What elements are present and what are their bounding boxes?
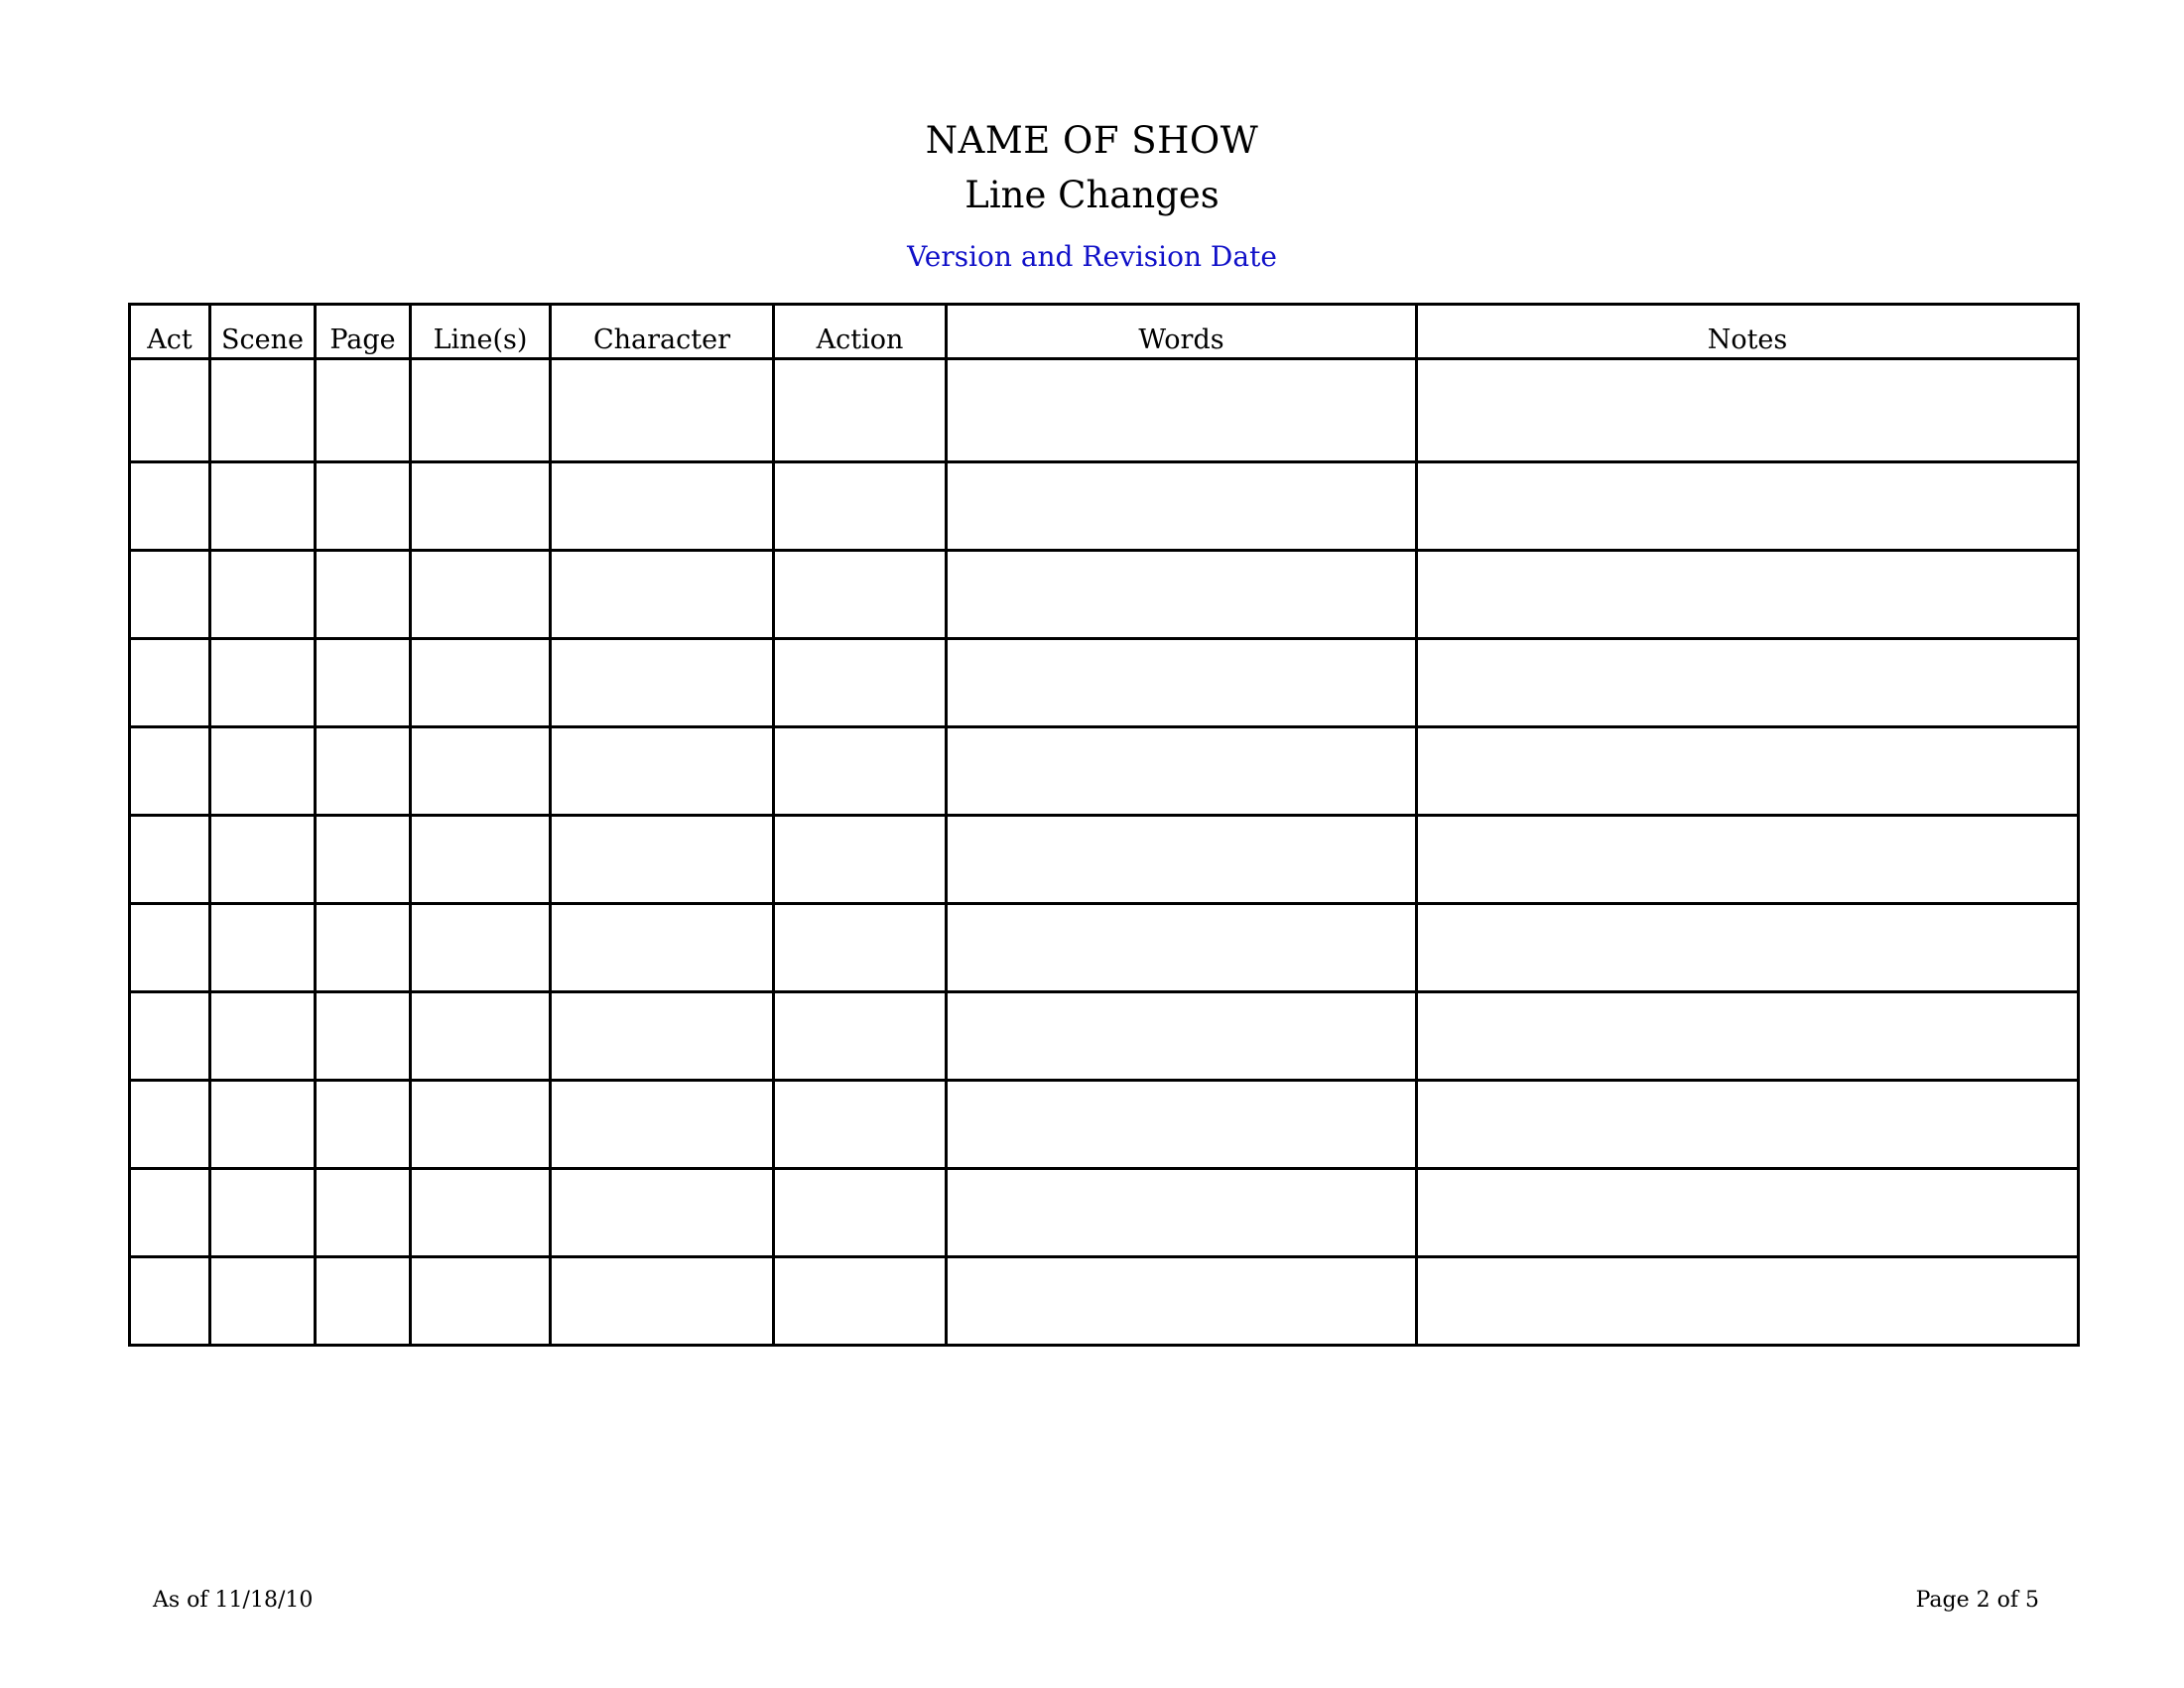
table-cell[interactable] bbox=[947, 462, 1417, 551]
table-cell[interactable] bbox=[411, 727, 551, 816]
table-cell[interactable] bbox=[551, 1081, 774, 1169]
table-cell[interactable] bbox=[130, 904, 210, 992]
table-cell[interactable] bbox=[1417, 992, 2079, 1081]
table-cell[interactable] bbox=[1417, 904, 2079, 992]
table-cell[interactable] bbox=[551, 904, 774, 992]
table-row bbox=[130, 992, 2079, 1081]
column-header-character: Character bbox=[551, 305, 774, 359]
table-cell[interactable] bbox=[210, 639, 316, 727]
revision-date: Version and Revision Date bbox=[907, 240, 1277, 273]
table-cell[interactable] bbox=[551, 816, 774, 904]
table-cell[interactable] bbox=[1417, 1081, 2079, 1169]
table-cell[interactable] bbox=[411, 1169, 551, 1257]
table-cell[interactable] bbox=[551, 551, 774, 639]
table-row bbox=[130, 551, 2079, 639]
table-cell[interactable] bbox=[210, 727, 316, 816]
table-cell[interactable] bbox=[551, 1169, 774, 1257]
table-cell[interactable] bbox=[947, 816, 1417, 904]
column-header-act: Act bbox=[130, 305, 210, 359]
column-header-page: Page bbox=[316, 305, 411, 359]
table-cell[interactable] bbox=[947, 992, 1417, 1081]
table-cell[interactable] bbox=[551, 359, 774, 462]
table-cell[interactable] bbox=[947, 904, 1417, 992]
table-cell[interactable] bbox=[316, 992, 411, 1081]
table-row bbox=[130, 462, 2079, 551]
column-header-lines: Line(s) bbox=[411, 305, 551, 359]
table-cell[interactable] bbox=[411, 992, 551, 1081]
table-cell[interactable] bbox=[551, 727, 774, 816]
table-header-row bbox=[130, 305, 2079, 359]
column-header-notes: Notes bbox=[1417, 305, 2079, 359]
table-cell[interactable] bbox=[1417, 727, 2079, 816]
table-cell[interactable] bbox=[210, 1169, 316, 1257]
table-cell[interactable] bbox=[411, 1257, 551, 1346]
table-cell[interactable] bbox=[947, 727, 1417, 816]
table-row bbox=[130, 359, 2079, 462]
table-cell[interactable] bbox=[1417, 359, 2079, 462]
table-cell[interactable] bbox=[210, 992, 316, 1081]
table-cell[interactable] bbox=[1417, 551, 2079, 639]
table-cell[interactable] bbox=[210, 359, 316, 462]
table-cell[interactable] bbox=[947, 639, 1417, 727]
table-cell[interactable] bbox=[947, 1257, 1417, 1346]
table-cell[interactable] bbox=[1417, 639, 2079, 727]
table-body bbox=[130, 359, 2079, 1346]
table-cell[interactable] bbox=[774, 816, 947, 904]
table-row bbox=[130, 727, 2079, 816]
table-cell[interactable] bbox=[316, 816, 411, 904]
table-cell[interactable] bbox=[947, 1169, 1417, 1257]
table-cell[interactable] bbox=[316, 904, 411, 992]
table-cell[interactable] bbox=[774, 1257, 947, 1346]
table-cell[interactable] bbox=[1417, 1169, 2079, 1257]
table-cell[interactable] bbox=[411, 359, 551, 462]
table-row bbox=[130, 639, 2079, 727]
table-cell[interactable] bbox=[130, 992, 210, 1081]
table-row bbox=[130, 1169, 2079, 1257]
table-cell[interactable] bbox=[316, 1169, 411, 1257]
table-cell[interactable] bbox=[1417, 816, 2079, 904]
table-cell[interactable] bbox=[411, 904, 551, 992]
table-cell[interactable] bbox=[130, 551, 210, 639]
table-cell[interactable] bbox=[210, 1257, 316, 1346]
table-cell[interactable] bbox=[411, 1081, 551, 1169]
table-cell[interactable] bbox=[130, 1081, 210, 1169]
table-cell[interactable] bbox=[551, 992, 774, 1081]
table-cell[interactable] bbox=[130, 462, 210, 551]
table-cell[interactable] bbox=[774, 1081, 947, 1169]
table-cell[interactable] bbox=[130, 359, 210, 462]
column-header-words: Words bbox=[947, 305, 1417, 359]
table-cell[interactable] bbox=[210, 816, 316, 904]
table-cell[interactable] bbox=[316, 727, 411, 816]
table-cell[interactable] bbox=[316, 639, 411, 727]
table-cell[interactable] bbox=[130, 1257, 210, 1346]
table-cell[interactable] bbox=[316, 359, 411, 462]
line-changes-table bbox=[128, 303, 2080, 1347]
table-row bbox=[130, 816, 2079, 904]
table-cell[interactable] bbox=[316, 462, 411, 551]
table-cell[interactable] bbox=[1417, 1257, 2079, 1346]
table-cell[interactable] bbox=[210, 551, 316, 639]
show-name: NAME OF SHOW bbox=[925, 119, 1259, 162]
table-cell[interactable] bbox=[210, 904, 316, 992]
page-number: Page 2 of 5 bbox=[1915, 1588, 2039, 1613]
table-cell[interactable] bbox=[774, 551, 947, 639]
table-cell[interactable] bbox=[551, 639, 774, 727]
table-cell[interactable] bbox=[551, 462, 774, 551]
table-cell[interactable] bbox=[774, 992, 947, 1081]
table-cell[interactable] bbox=[411, 639, 551, 727]
table-cell[interactable] bbox=[774, 359, 947, 462]
table-cell[interactable] bbox=[774, 639, 947, 727]
table-cell[interactable] bbox=[411, 816, 551, 904]
table-cell[interactable] bbox=[774, 727, 947, 816]
table-cell[interactable] bbox=[316, 1257, 411, 1346]
table-cell[interactable] bbox=[316, 551, 411, 639]
table-cell[interactable] bbox=[774, 904, 947, 992]
table-cell[interactable] bbox=[130, 1169, 210, 1257]
table-cell[interactable] bbox=[1417, 462, 2079, 551]
table-cell[interactable] bbox=[130, 639, 210, 727]
table-cell[interactable] bbox=[947, 1081, 1417, 1169]
table-cell[interactable] bbox=[774, 1169, 947, 1257]
table-cell[interactable] bbox=[551, 1257, 774, 1346]
table-cell[interactable] bbox=[316, 1081, 411, 1169]
table-cell[interactable] bbox=[130, 816, 210, 904]
document-title: Line Changes bbox=[964, 174, 1220, 216]
table-cell[interactable] bbox=[947, 551, 1417, 639]
table-cell[interactable] bbox=[411, 462, 551, 551]
column-header-action: Action bbox=[774, 305, 947, 359]
table-cell[interactable] bbox=[947, 359, 1417, 462]
table-row bbox=[130, 904, 2079, 992]
table-cell[interactable] bbox=[130, 727, 210, 816]
table-cell[interactable] bbox=[210, 462, 316, 551]
table-row bbox=[130, 1257, 2079, 1346]
table-cell[interactable] bbox=[774, 462, 947, 551]
as-of-date: As of 11/18/10 bbox=[153, 1588, 314, 1613]
column-header-scene: Scene bbox=[210, 305, 316, 359]
table-cell[interactable] bbox=[411, 551, 551, 639]
table-cell[interactable] bbox=[210, 1081, 316, 1169]
table-row bbox=[130, 1081, 2079, 1169]
